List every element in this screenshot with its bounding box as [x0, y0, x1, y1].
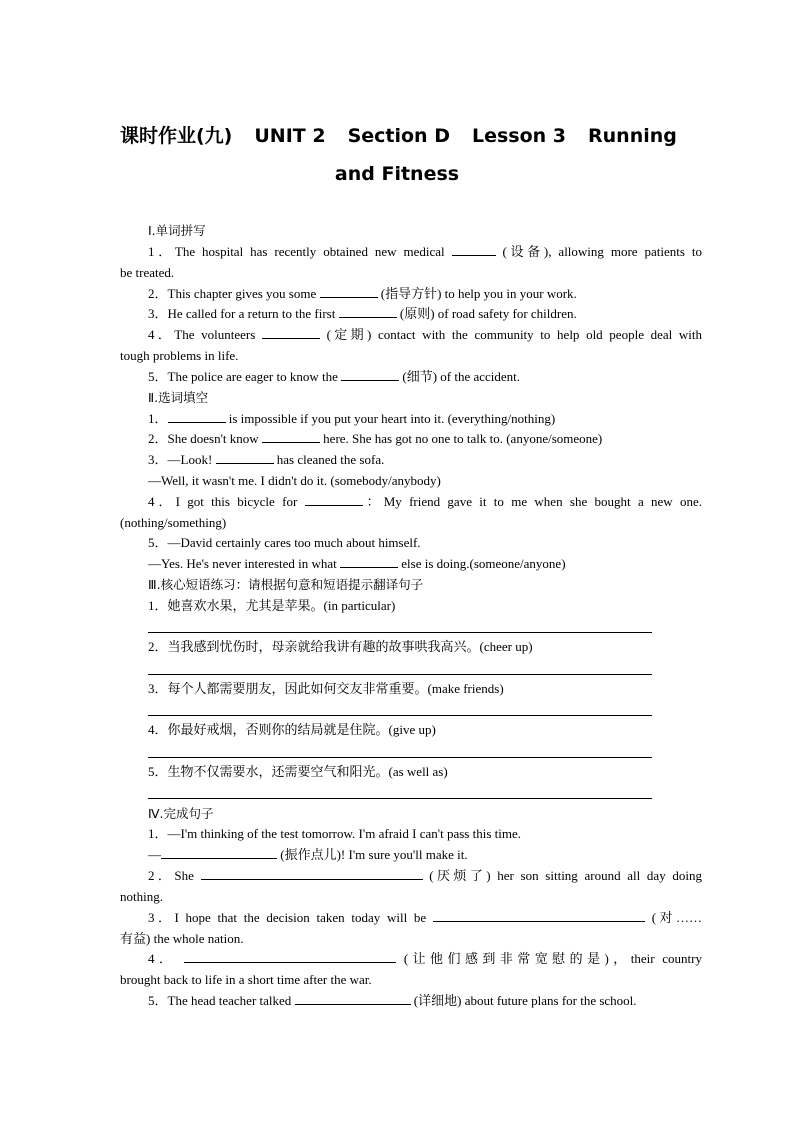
- s1-q5-text: 5．The police are eager to know the: [148, 369, 338, 384]
- s1-q3-text-end: (原则) of road safety for children.: [399, 306, 577, 321]
- s1-q4-text-end: (定期) contact with the community to help old people deal with: [326, 327, 702, 342]
- s4-q4-cont: brought back to life in a short time after the war.: [120, 972, 372, 987]
- s4-q3-cont: 有益) the whole nation.: [120, 931, 244, 946]
- title-running: Running: [588, 125, 677, 147]
- answer-blank[interactable]: [216, 452, 274, 464]
- answer-line[interactable]: [148, 715, 652, 716]
- s1-q5-text-end: (细节) of the accident.: [402, 369, 521, 384]
- title-chinese: 课时作业(九): [120, 125, 233, 147]
- answer-blank[interactable]: [433, 910, 645, 922]
- s4-q1-reply: [120, 847, 702, 863]
- answer-blank[interactable]: [295, 993, 411, 1005]
- answer-line[interactable]: [148, 632, 652, 633]
- answer-blank[interactable]: [339, 306, 397, 318]
- answer-blank[interactable]: [184, 951, 396, 963]
- s2-q2-line: [120, 431, 702, 447]
- s2-q3-line: [120, 452, 702, 468]
- s2-q5-reply: [120, 556, 702, 572]
- s4-q1-line: 1．—I'm thinking of the test tomorrow. I'm afraid I can't pass this time.: [148, 826, 522, 841]
- s1-q2-text-end: (指导方针) to help you in your work.: [380, 286, 577, 301]
- s3-q3-line: 3．每个人都需要朋友，因此如何交友非常重要。(make friends): [148, 681, 504, 696]
- s2-q4-text-end: ：My friend gave it to me when she bought a new one.: [362, 494, 703, 509]
- s4-q5-text: 5．The head teacher talked: [148, 993, 292, 1008]
- s4-q5-text-end: (详细地) about future plans for the school.: [413, 993, 637, 1008]
- s1-q4-cont: tough problems in life.: [120, 348, 239, 363]
- s4-q4-text-end: (让他们感到非常宽慰的是)，their country: [403, 951, 702, 966]
- s4-q3-line: [120, 910, 702, 926]
- s4-q4-line: [120, 951, 702, 967]
- s4-q1-dash: —: [148, 847, 161, 862]
- answer-line[interactable]: [148, 757, 652, 758]
- s1-q1-cont: be treated.: [120, 265, 175, 280]
- s1-q5-line: [120, 369, 702, 385]
- answer-blank[interactable]: [305, 494, 363, 506]
- section-3-heading: Ⅲ.核心短语练习：请根据句意和短语提示翻译句子: [148, 577, 424, 592]
- s4-q4-num: 4．: [148, 951, 177, 966]
- s2-q1-line: [120, 411, 702, 427]
- answer-line[interactable]: [148, 798, 652, 799]
- title-section: Section D: [347, 125, 450, 147]
- page-title-line-1: [120, 121, 677, 148]
- answer-blank[interactable]: [161, 847, 277, 859]
- title-lesson: Lesson 3: [471, 125, 567, 147]
- s4-q3-text: 3．I hope that the decision taken today will be: [148, 910, 427, 925]
- s4-q2-line: [120, 868, 702, 884]
- s1-q3-line: [120, 306, 702, 322]
- answer-line[interactable]: [148, 674, 652, 675]
- section-1-heading: Ⅰ.单词拼写: [148, 223, 206, 238]
- s2-q2-text: 2．She doesn't know: [148, 431, 259, 446]
- s2-q4-text: 4．I got this bicycle for: [148, 494, 298, 509]
- s1-q4-line: [120, 327, 702, 343]
- s2-q3-reply: —Well, it wasn't me. I didn't do it. (somebody/anybody): [148, 473, 441, 488]
- s2-q1-text: is impossible if you put your heart into it. (everything/nothing): [228, 411, 556, 426]
- title-unit: UNIT 2: [254, 125, 326, 147]
- s1-q4-text: 4．The volunteers: [148, 327, 256, 342]
- s1-q1-line: [120, 244, 702, 260]
- section-2-heading: Ⅱ.选词填空: [148, 390, 209, 405]
- s4-q5-line: [120, 993, 702, 1009]
- page-title-line-2: and Fitness: [334, 163, 460, 185]
- s1-q2-text: 2．This chapter gives you some: [148, 286, 317, 301]
- answer-blank[interactable]: [201, 868, 423, 880]
- s2-q3-text-end: has cleaned the sofa.: [276, 452, 385, 467]
- s2-q4-cont: (nothing/something): [120, 515, 227, 530]
- answer-blank[interactable]: [262, 431, 320, 443]
- answer-blank[interactable]: [262, 327, 320, 339]
- s2-q1-num: 1．: [148, 411, 168, 426]
- s1-q1-text-end: (设备), allowing more patients to: [502, 244, 702, 259]
- s1-q1-text: 1．The hospital has recently obtained new medical: [148, 244, 445, 259]
- answer-blank[interactable]: [168, 411, 226, 423]
- section-4-heading: Ⅳ.完成句子: [148, 806, 214, 821]
- s1-q2-line: [120, 286, 702, 302]
- s3-q1-line: 1．她喜欢水果，尤其是苹果。(in particular): [148, 598, 396, 613]
- s2-q5-text: —Yes. He's never interested in what: [148, 556, 337, 571]
- answer-blank[interactable]: [341, 369, 399, 381]
- s3-q2-line: 2．当我感到忧伤时，母亲就给我讲有趣的故事哄我高兴。(cheer up): [148, 639, 533, 654]
- s4-q2-text: 2．She: [148, 868, 194, 883]
- s3-q4-line: 4．你最好戒烟，否则你的结局就是住院。(give up): [148, 722, 436, 737]
- s4-q2-text-end: (厌烦了) her son sitting around all day doing: [429, 868, 702, 883]
- s1-q3-text: 3．He called for a return to the first: [148, 306, 336, 321]
- s2-q5-text-end: else is doing.(someone/anyone): [401, 556, 566, 571]
- answer-blank[interactable]: [320, 286, 378, 298]
- s2-q3-text: 3．—Look!: [148, 452, 213, 467]
- s2-q2-text-end: here. She has got no one to talk to. (anyone/someone): [323, 431, 603, 446]
- s3-q5-line: 5．生物不仅需要水，还需要空气和阳光。(as well as): [148, 764, 448, 779]
- answer-blank[interactable]: [340, 556, 398, 568]
- s4-q1-text-end: (振作点儿)! I'm sure you'll make it.: [280, 847, 468, 862]
- s2-q4-line: [120, 494, 702, 510]
- s2-q5-line: 5．—David certainly cares too much about himself.: [148, 535, 421, 550]
- s4-q2-cont: nothing.: [120, 889, 163, 904]
- s4-q3-text-end: (对……: [651, 910, 703, 925]
- answer-blank[interactable]: [452, 244, 496, 256]
